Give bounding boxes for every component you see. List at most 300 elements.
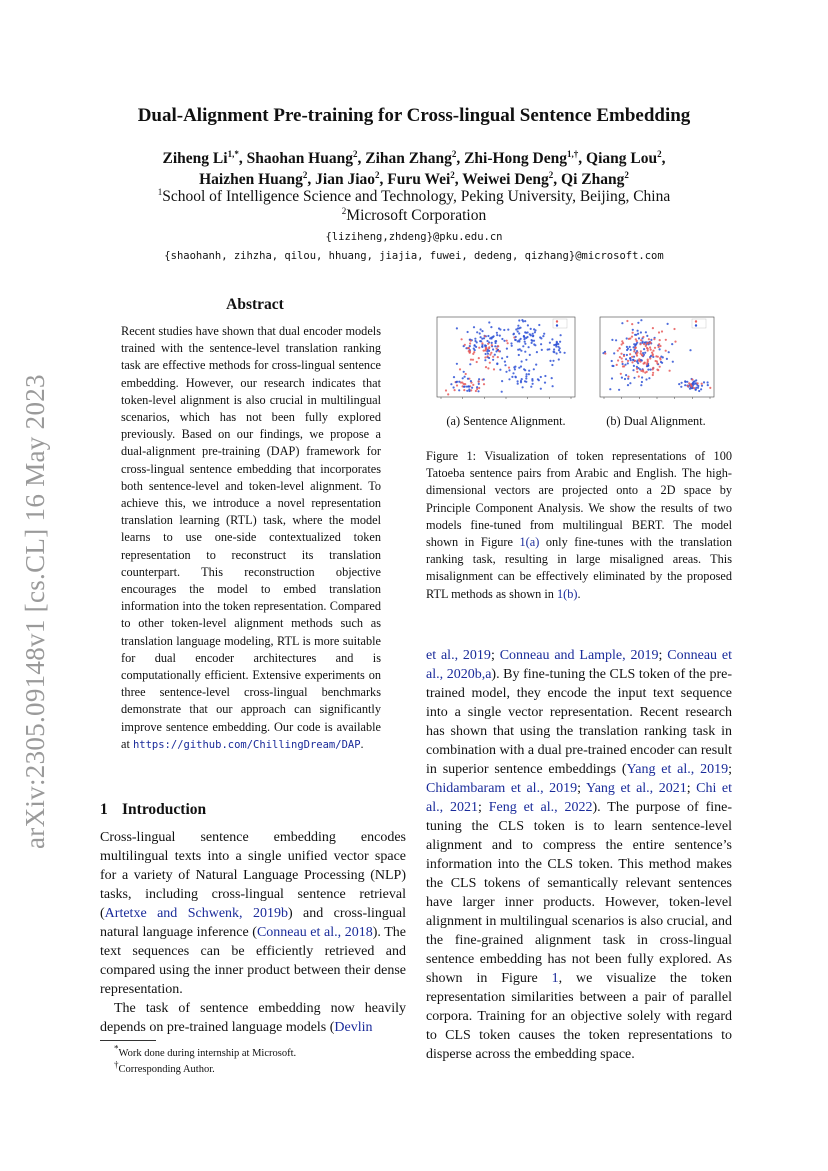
scatter-point — [490, 337, 492, 339]
intro-paragraph-1 — [100, 828, 406, 999]
author-sup: 1,* — [227, 148, 239, 159]
scatter-point — [494, 345, 496, 347]
scatter-point — [487, 355, 489, 357]
scatter-point — [471, 387, 473, 389]
scatter-point — [553, 348, 555, 350]
scatter-point — [473, 348, 475, 350]
footnote-rule — [100, 1040, 156, 1041]
scatter-point — [524, 343, 526, 345]
scatter-point — [518, 354, 520, 356]
scatter-point — [499, 335, 501, 337]
scatter-point — [650, 349, 652, 351]
scatter-point — [641, 376, 643, 378]
author-line-2: Haizhen Huang$^2$, Jian Jiao$^2$, Furu Wei$^2$, Weiwei Deng$^2$, Qi Zhang$^2$ — [199, 169, 629, 188]
scatter-point — [559, 351, 561, 353]
scatter-point — [501, 357, 503, 359]
scatter-point — [678, 383, 680, 385]
scatter-point — [659, 339, 661, 341]
scatter-point — [649, 346, 651, 348]
scatter-point — [657, 356, 659, 358]
scatter-point — [528, 370, 530, 372]
scatter-point — [503, 340, 505, 342]
scatter-point — [486, 340, 488, 342]
scatter-point — [653, 338, 655, 340]
scatter-point — [689, 349, 691, 351]
affiliation-sup: 2 — [341, 205, 347, 216]
scatter-point — [521, 360, 523, 362]
scatter-point — [652, 353, 654, 355]
scatter-point — [643, 343, 645, 345]
scatter-point — [540, 388, 542, 390]
scatter-point — [648, 338, 650, 340]
scatter-point — [528, 373, 530, 375]
scatter-point — [709, 387, 711, 389]
scatter-point — [657, 369, 659, 371]
paper-title: Dual-Alignment Pre-training for Cross-lingual Sentence Embedding — [137, 105, 691, 126]
scatter-point — [666, 358, 668, 360]
scatter-point — [501, 380, 503, 382]
scatter-point — [635, 338, 637, 340]
scatter-point — [640, 339, 642, 341]
scatter-point — [504, 361, 506, 363]
author-name: Furu Wei — [387, 171, 451, 188]
scatter-point — [650, 369, 652, 371]
author-sup: 2 — [624, 169, 629, 180]
scatter-point — [469, 345, 471, 347]
scatter-point — [483, 350, 485, 352]
intro-column-right: et al., 2019; Conneau and Lample, 2019; Conneau et al., 2020b,a). By fine-tuning the CLS token of the pre-trained model, they encode the input text sequence into a single vector representation. Recent research has shown that using the translation ranking task in combination with a dual pre-trained encoder can result in superior sentence embeddings (Yang et al., 2019; Chidambaram et al., 2019; Yang et al., 2021; Chi et al., 2021; Feng et al., 2022). The purpose of fine-tuning the CLS token is to learn sentence-level alignment and to compress the entire sentence’s information into the CLS token. This method makes the CLS tokens of semantically relevant sentences have larger inner products. However, token-level alignment in multilingual scenarios is also crucial, and the fine-grained alignment task in cross-lingual sentence embedding has not been fully explored. As shown in Figure 1, we visualize the token representation similarities between a pair of parallel corpora. Training for an objective solely with regard to CLS token causes the token representations to disperse across the embedding space. — [426, 648, 733, 1062]
scatter-point — [535, 364, 537, 366]
scatter-point — [625, 374, 627, 376]
scatter-point — [470, 340, 472, 342]
author-name: Weiwei Deng — [462, 171, 549, 188]
section-title: Introduction — [122, 801, 207, 818]
scatter-point — [611, 365, 613, 367]
scatter-point — [632, 332, 634, 334]
scatter-point — [463, 371, 465, 373]
author-name: Ziheng Li — [162, 150, 228, 167]
scatter-point — [474, 338, 476, 340]
scatter-point — [693, 387, 695, 389]
legend-marker — [695, 324, 697, 326]
scatter-point — [496, 334, 498, 336]
scatter-point — [494, 354, 496, 356]
scatter-point — [629, 337, 631, 339]
author-name: Qiang Lou — [586, 150, 658, 167]
scatter-point — [536, 351, 538, 353]
scatter-point — [517, 380, 519, 382]
scatter-point — [504, 364, 506, 366]
affiliation-1 — [0, 187, 828, 207]
scatter-point — [485, 366, 487, 368]
scatter-point — [633, 377, 635, 379]
scatter-point — [680, 386, 682, 388]
scatter-point — [631, 336, 633, 338]
scatter-point — [658, 346, 660, 348]
author-name: Haizhen Huang — [199, 171, 303, 188]
scatter-point — [640, 350, 642, 352]
code-link[interactable]: https://github.com/ChillingDream/DAP — [132, 738, 361, 751]
scatter-point — [544, 375, 546, 377]
arxiv-watermark — [18, 355, 58, 855]
scatter-point — [454, 389, 456, 391]
scatter-point — [522, 386, 524, 388]
footnote-mark: * — [114, 1043, 119, 1054]
scatter-point — [505, 371, 507, 373]
scatter-point — [481, 346, 483, 348]
scatter-point — [507, 329, 509, 331]
scatter-plot-dual-alignment — [590, 313, 718, 405]
citation-link[interactable]: Yang et al., 2021 — [586, 781, 687, 796]
scatter-point — [478, 383, 480, 385]
scatter-point — [691, 385, 693, 387]
scatter-point — [478, 381, 480, 383]
scatter-point — [629, 382, 631, 384]
citation-link[interactable]: Chidambaram et al., 2019 — [426, 781, 578, 796]
scatter-point — [476, 361, 478, 363]
scatter-point — [635, 334, 637, 336]
scatter-point — [464, 376, 466, 378]
scatter-point — [636, 371, 638, 373]
scatter-point — [508, 378, 510, 380]
scatter-point — [639, 361, 641, 363]
scatter-point — [684, 381, 686, 383]
arxiv-watermark-text: arXiv:2305.09148v1 [cs.CL] 16 May 2023 — [20, 374, 50, 849]
scatter-point — [514, 339, 516, 341]
scatter-point — [627, 376, 629, 378]
scatter-point — [463, 383, 465, 385]
scatter-point — [503, 329, 505, 331]
scatter-point — [564, 352, 566, 354]
scatter-point — [647, 369, 649, 371]
scatter-point — [532, 335, 534, 337]
author-sup: 2 — [375, 169, 380, 180]
scatter-point — [633, 350, 635, 352]
scatter-point — [620, 373, 622, 375]
scatter-point — [520, 365, 522, 367]
scatter-point — [627, 360, 629, 362]
caption-text: Figure 1: Visualization of token representations of 100 Tatoeba sentence pairs from Arabic and English. The high-dimensional vectors are projected onto a 2D space by Principle Component Analysis. We show the results of two models fine-tuned from multilingual BERT. The model shown in Figure — [426, 449, 732, 550]
scatter-point — [499, 328, 501, 330]
scatter-point — [517, 325, 519, 327]
scatter-point — [624, 364, 626, 366]
affiliation-sup: 1 — [157, 186, 163, 197]
author-name: Zihan Zhang — [365, 150, 452, 167]
scatter-point — [690, 383, 692, 385]
scatter-point — [627, 384, 629, 386]
scatter-point — [660, 361, 662, 363]
scatter-point — [468, 385, 470, 387]
scatter-point — [478, 387, 480, 389]
scatter-point — [522, 345, 524, 347]
text: ). The text sequences can be efficiently retrieved and compared using the inner product between their dense representation. — [100, 925, 406, 997]
citation-link[interactable]: Yang et al., 2019 — [626, 762, 729, 777]
scatter-point — [644, 372, 646, 374]
scatter-point — [517, 330, 519, 332]
scatter-point — [624, 378, 626, 380]
scatter-point — [695, 379, 697, 381]
scatter-point — [523, 368, 525, 370]
scatter-point — [558, 358, 560, 360]
scatter-point — [467, 347, 469, 349]
scatter-point — [524, 341, 526, 343]
scatter-point — [487, 335, 489, 337]
scatter-point — [538, 324, 540, 326]
scatter-point — [463, 389, 465, 391]
scatter-point — [459, 368, 461, 370]
scatter-point — [465, 373, 467, 375]
scatter-point — [645, 331, 647, 333]
scatter-point — [656, 362, 658, 364]
figure-ref-1[interactable]: 1 — [551, 971, 559, 986]
scatter-point — [483, 378, 485, 380]
scatter-point — [494, 340, 496, 342]
scatter-point — [631, 361, 633, 363]
scatter-point — [524, 331, 526, 333]
scatter-point — [553, 351, 555, 353]
scatter-point — [638, 375, 640, 377]
scatter-point — [645, 345, 647, 347]
scatter-point — [472, 353, 474, 355]
scatter-point — [643, 348, 645, 350]
scatter-point — [497, 345, 499, 347]
email-pku[interactable]: {liziheng,zhdeng}@pku.edu.cn — [325, 231, 503, 243]
scatter-point — [514, 368, 516, 370]
scatter-point — [556, 352, 558, 354]
scatter-point — [478, 347, 480, 349]
scatter-point — [552, 385, 554, 387]
scatter-point — [652, 350, 654, 352]
text: ). By fine-tuning the CLS token of the pre-trained model, they encode the input text sequence into a single vector representation. Recent research has shown that using the translation ranking task in combination with a dual pre-trained encoder can result in superior sentence embeddings ( — [426, 667, 732, 777]
scatter-point — [526, 373, 528, 375]
scatter-point — [456, 384, 458, 386]
scatter-point — [477, 390, 479, 392]
scatter-point — [691, 379, 693, 381]
scatter-point — [698, 390, 700, 392]
scatter-point — [540, 376, 542, 378]
scatter-point — [627, 348, 629, 350]
scatter-point — [707, 384, 709, 386]
scatter-point — [553, 344, 555, 346]
scatter-point — [508, 369, 510, 371]
figure-ref-1b[interactable]: 1(b) — [557, 586, 578, 601]
scatter-point — [464, 386, 466, 388]
scatter-point — [484, 359, 486, 361]
scatter-point — [659, 366, 661, 368]
scatter-point — [658, 343, 660, 345]
scatter-point — [496, 348, 498, 350]
scatter-point — [530, 386, 532, 388]
scatter-point — [456, 327, 458, 329]
scatter-point — [521, 378, 523, 380]
scatter-point — [556, 341, 558, 343]
scatter-point — [697, 387, 699, 389]
scatter-point — [555, 345, 557, 347]
scatter-point — [525, 381, 527, 383]
scatter-point — [646, 343, 648, 345]
scatter-point — [455, 381, 457, 383]
scatter-point — [501, 391, 503, 393]
scatter-point — [611, 360, 613, 362]
scatter-point — [533, 343, 535, 345]
text: The task of sentence embedding now heavily depends on pre-trained language models ( — [100, 1001, 406, 1035]
scatter-point — [707, 381, 709, 383]
section-number: 1 — [100, 801, 108, 818]
text: ) and cross-lingual natural language inference ( — [100, 906, 406, 940]
scatter-point — [530, 334, 532, 336]
scatter-point — [544, 382, 546, 384]
scatter-point — [645, 378, 647, 380]
scatter-point — [511, 345, 513, 347]
scatter-point — [493, 335, 495, 337]
email-microsoft[interactable]: {shaohanh, zihzha, qilou, hhuang, jiajia, fuwei, dedeng, qizhang}@microsoft.com — [164, 250, 664, 262]
scatter-point — [646, 335, 648, 337]
scatter-point — [537, 378, 539, 380]
scatter-point — [480, 328, 482, 330]
scatter-point — [648, 377, 650, 379]
scatter-point — [659, 345, 661, 347]
scatter-point — [649, 342, 651, 344]
legend-marker — [556, 324, 558, 326]
scatter-point — [626, 354, 628, 356]
footnote-text: Corresponding Author. — [118, 1064, 215, 1075]
scatter-point — [632, 369, 634, 371]
scatter-point — [652, 374, 654, 376]
scatter-point — [469, 363, 471, 365]
scatter-point — [649, 357, 651, 359]
scatter-point — [665, 339, 667, 341]
scatter-point — [506, 356, 508, 358]
scatter-point — [447, 393, 449, 395]
scatter-point — [485, 353, 487, 355]
legend-marker — [556, 320, 558, 322]
scatter-point — [622, 363, 624, 365]
scatter-point — [626, 320, 628, 322]
scatter-point — [496, 332, 498, 334]
scatter-point — [636, 368, 638, 370]
scatter-point — [518, 319, 520, 321]
scatter-point — [498, 350, 500, 352]
scatter-point — [470, 380, 472, 382]
legend-box — [553, 319, 567, 328]
scatter-point — [506, 348, 508, 350]
abstract-text: Recent studies have shown that dual encoder models trained with the sentence-level translation ranking task are effective methods for cross-lingual sentence embedding. However, our research indicates that token-level alignment is also crucial in multilingual scenarios, which has not been fully explored previously. Based on our findings, we propose a dual-alignment pre-training (DAP) framework for cross-lingual sentence embedding that incorporates both sentence-level and token-level alignment. To achieve this, we introduce a novel representation translation learning (RTL) task, where the model learns to use one-side contextualized token representation to reconstruct its translation counterpart. This reconstruction objective encourages the model to embed translation information into the token representation. Compared to other token-level alignment methods such as translation language modeling, RTL is more suitable for dual encoder architectures and is computationally efficient. Extensive experiments on three sentence-level cross-lingual benchmarks demonstrate that our approach can significantly improve sentence embedding. Our code is available at — [121, 324, 381, 751]
scatter-point — [650, 339, 652, 341]
scatter-point — [665, 350, 667, 352]
scatter-point — [611, 339, 613, 341]
scatter-point — [497, 356, 499, 358]
scatter-point — [484, 356, 486, 358]
scatter-point — [640, 331, 642, 333]
scatter-point — [551, 377, 553, 379]
scatter-point — [621, 377, 623, 379]
scatter-point — [532, 333, 534, 335]
scatter-point — [635, 353, 637, 355]
scatter-point — [627, 362, 629, 364]
citation-link[interactable]: Conneau et al., 2018 — [256, 925, 373, 940]
scatter-point — [485, 347, 487, 349]
scatter-point — [510, 342, 512, 344]
scatter-point — [487, 367, 489, 369]
scatter-point — [483, 337, 485, 339]
affiliation-2 — [0, 206, 828, 226]
scatter-point — [473, 326, 475, 328]
scatter-point — [534, 331, 536, 333]
scatter-point — [475, 390, 477, 392]
footnote-2 — [100, 1059, 406, 1078]
scatter-point — [517, 383, 519, 385]
figure-ref-1a[interactable]: 1(a) — [519, 535, 540, 550]
scatter-point — [634, 360, 636, 362]
scatter-point — [525, 375, 527, 377]
scatter-point — [638, 358, 640, 360]
scatter-point — [529, 354, 531, 356]
scatter-point — [488, 357, 490, 359]
scatter-point — [636, 361, 638, 363]
scatter-point — [701, 383, 703, 385]
scatter-point — [475, 346, 477, 348]
caption-text: . — [577, 586, 581, 601]
scatter-point — [669, 370, 671, 372]
citation-link[interactable]: Conneau et al., 2020b,a — [426, 648, 732, 682]
scatter-point — [515, 336, 517, 338]
citation-link[interactable]: Chi et al., 2021 — [426, 781, 732, 815]
scatter-point — [515, 376, 517, 378]
scatter-point — [674, 341, 676, 343]
scatter-point — [667, 323, 669, 325]
scatter-point — [629, 353, 631, 355]
scatter-point — [479, 340, 481, 342]
scatter-point — [458, 389, 460, 391]
scatter-point — [514, 366, 516, 368]
scatter-point — [533, 340, 535, 342]
citation-link[interactable]: Artetxe and Schwenk, 2019b — [104, 906, 288, 921]
author-sup: 1,† — [567, 148, 579, 159]
scatter-point — [478, 357, 480, 359]
scatter-point — [619, 347, 621, 349]
scatter-point — [551, 338, 553, 340]
author-sup: 2 — [548, 169, 554, 180]
scatter-point — [523, 335, 525, 337]
scatter-point — [652, 327, 654, 329]
scatter-point — [549, 360, 551, 362]
scatter-point — [534, 329, 536, 331]
scatter-point — [623, 355, 625, 357]
scatter-point — [462, 377, 464, 379]
scatter-point — [512, 372, 514, 374]
scatter-point — [511, 376, 513, 378]
citation-link[interactable]: Devlin — [334, 1020, 373, 1035]
scatter-point — [558, 349, 560, 351]
legend-box — [692, 319, 706, 328]
scatter-point — [640, 384, 642, 386]
caption-text: only fine-tunes with the translation ranking task, resulting in large misaligned areas. This misalignment can be effectively eliminated by the proposed RTL methods as shown in — [426, 535, 732, 601]
citation-link[interactable]: Conneau and Lample, 2019 — [499, 648, 659, 663]
scatter-point — [626, 337, 628, 339]
scatter-point — [622, 342, 624, 344]
scatter-point — [480, 336, 482, 338]
scatter-point — [481, 330, 483, 332]
scatter-point — [492, 359, 494, 361]
scatter-point — [476, 331, 478, 333]
citation-link[interactable]: et al., 2019 — [426, 648, 491, 663]
scatter-point — [487, 343, 489, 345]
scatter-point — [499, 369, 501, 371]
scatter-point — [472, 384, 474, 386]
scatter-point — [632, 329, 634, 331]
scatter-point — [672, 361, 674, 363]
citation-link[interactable]: Feng et al., 2022 — [488, 800, 593, 815]
